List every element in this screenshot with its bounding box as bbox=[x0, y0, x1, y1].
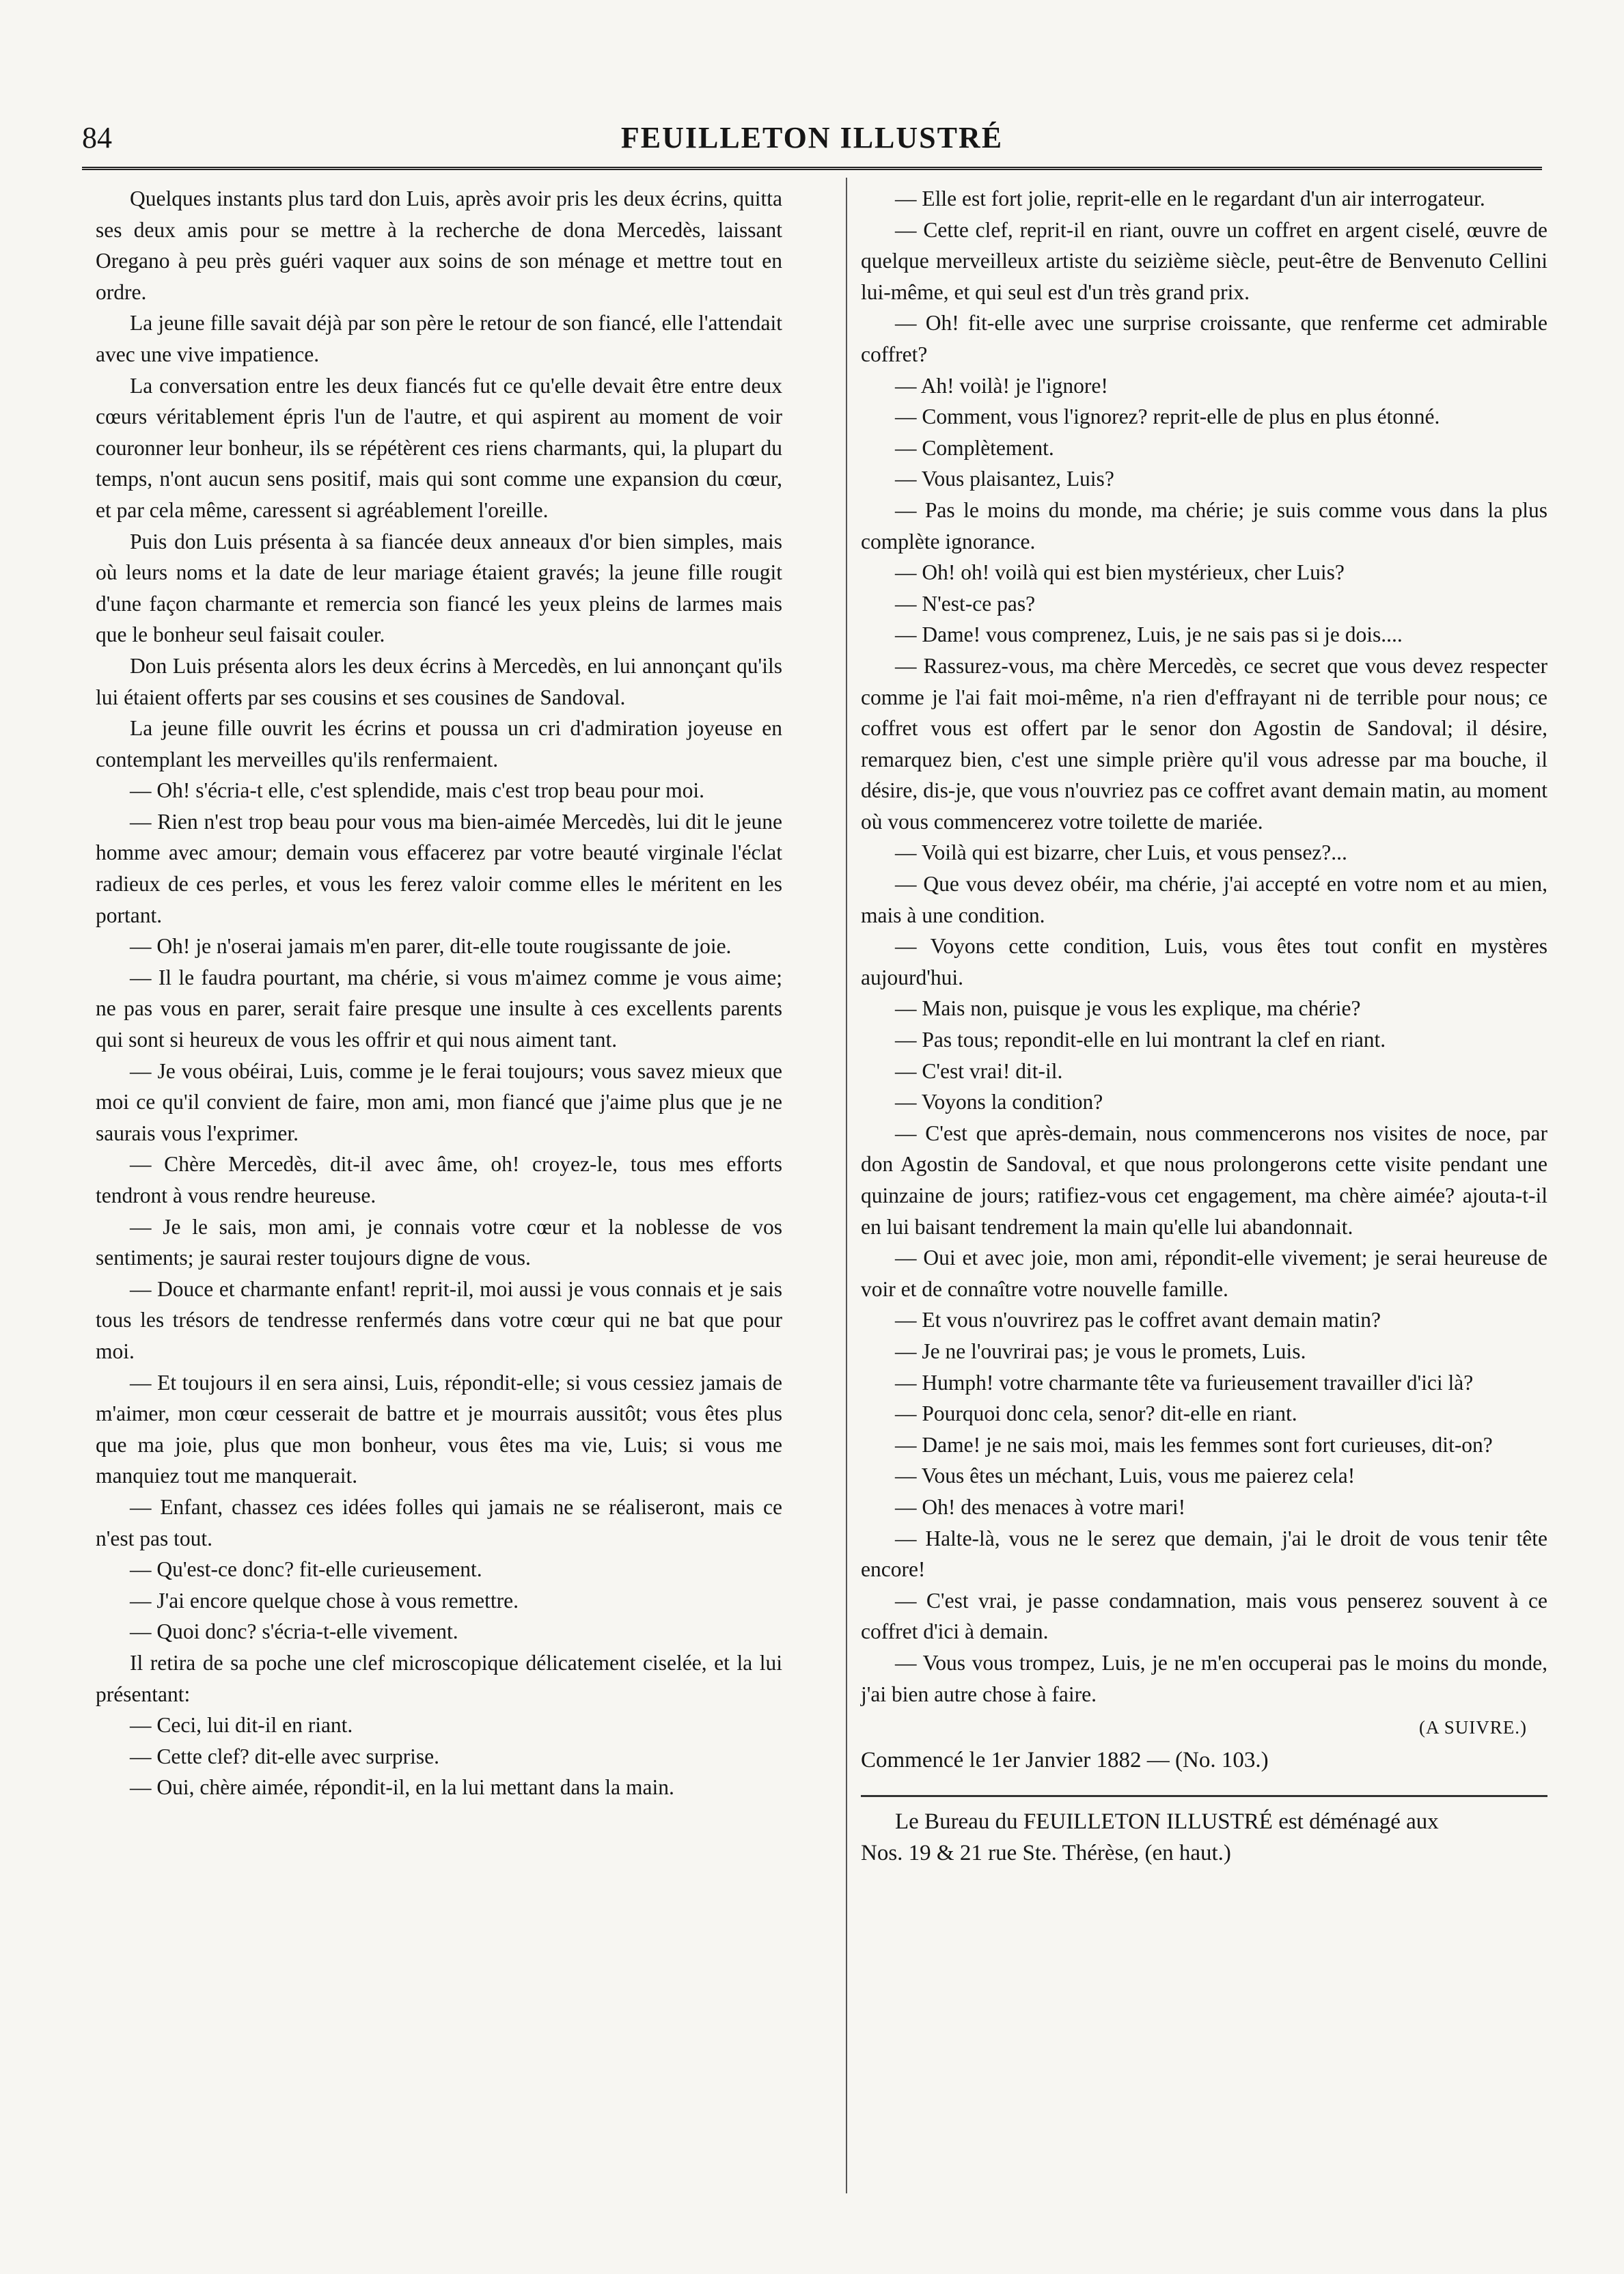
a-suivre: (A SUIVRE.) bbox=[1419, 1717, 1527, 1738]
paragraph: Il retira de sa poche une clef microscopique délicatement ciselée, et la lui présentant: bbox=[96, 1650, 782, 1706]
paragraph: — Complètement. bbox=[895, 435, 1054, 460]
paragraph: — Oui et avec joie, mon ami, répondit-elle vivement; je serai heureuse de voir et de connaître votre nouvelle famille. bbox=[861, 1246, 1547, 1301]
paragraph: — Voyons cette condition, Luis, vous êtes tout confit en mystères aujourd'hui. bbox=[861, 934, 1547, 989]
paragraph: — Pourquoi donc cela, senor? dit-elle en riant. bbox=[895, 1401, 1297, 1426]
paragraph: — Pas tous; repondit-elle en lui montrant la clef en riant. bbox=[895, 1028, 1386, 1052]
paragraph: — Ceci, lui dit-il en riant. bbox=[130, 1713, 353, 1738]
paragraph: — Dame! vous comprenez, Luis, je ne sais pas si je dois.... bbox=[895, 622, 1403, 647]
paragraph: — Halte-là, vous ne le serez que demain, j'ai le droit de vous tenir tête encore! bbox=[861, 1526, 1547, 1582]
paragraph: — Je le sais, mon ami, je connais votre cœur et la noblesse de vos sentiments; je saurai rester toujours digne de vous. bbox=[96, 1214, 782, 1270]
paragraph: — Oh! oh! voilà qui est bien mystérieux, cher Luis? bbox=[895, 560, 1345, 585]
paragraph: Puis don Luis présenta à sa fiancée deux anneaux d'or bien simples, mais où leurs noms et la date de leur mariage étaient gravés; la jeune fille rougit d'une façon charmante et remercia son fiancé les yeux pleins de larmes mais que le bonheur seul faisait couler. bbox=[96, 529, 782, 647]
paragraph: La jeune fille savait déjà par son père le retour de son fiancé, elle l'attendait avec une vive impatience. bbox=[96, 311, 782, 366]
paragraph: — Elle est fort jolie, reprit-elle en le regardant d'un air interrogateur. bbox=[895, 187, 1485, 210]
paragraph: — Oh! des menaces à votre mari! bbox=[895, 1494, 1186, 1519]
paragraph: — Douce et charmante enfant! reprit-il, moi aussi je vous connais et je sais tous les trésors de tendresse renfermés dans votre cœur qui ne bat que pour moi. bbox=[96, 1276, 782, 1363]
page-number: 84 bbox=[82, 121, 112, 154]
paragraph: — Il le faudra pourtant, ma chérie, si vous m'aimez comme je vous aime; ne pas vous en parer, serait faire presque une insulte à ces excellents parents qui sont si heureux de vous les offrir et qui nous aiment tant. bbox=[96, 965, 782, 1052]
paragraph: — Enfant, chassez ces idées folles qui jamais ne se réaliseront, mais ce n'est pas tout. bbox=[96, 1494, 782, 1550]
paragraph: — Rassurez-vous, ma chère Mercedès, ce secret que vous devez respecter comme je l'ai fait moi-même, n'a rien d'effrayant ni de terrible pour nous; ce coffret vous est offert par le senor don Agostin de Sandoval; il désire, remarquez bien, c'est une simple prière qu'il vous adresse par ma bouche, il désire, dis-je, que vous n'ouvriez pas ce coffret avant demain matin, au moment où vous commencerez votre toilette de mariée. bbox=[861, 653, 1547, 834]
paragraph: La conversation entre les deux fiancés fut ce qu'elle devait être entre deux cœurs véritablement épris l'un de l'autre, et qui aspirent au moment de voir couronner leur bonheur, ils se répétèrent ces riens charmants, qui, la plupart du temps, n'ont aucun sens positif, mais qui sont comme une expansion du cœur, et par cela même, caressent si agréablement l'oreille. bbox=[96, 373, 782, 522]
paragraph: — Pas le moins du monde, ma chérie; je suis comme vous dans la plus complète ignorance. bbox=[861, 497, 1547, 553]
paragraph: — Je ne l'ouvrirai pas; je vous le promets, Luis. bbox=[895, 1339, 1306, 1363]
right-column bbox=[861, 183, 1547, 1869]
paragraph: — Voyons la condition? bbox=[895, 1090, 1103, 1114]
paragraph: — Et toujours il en sera ainsi, Luis, répondit-elle; si vous cessiez jamais de m'aimer, mon cœur cesserait de battre et je mourrais aussitôt; vous êtes plus que ma joie, plus que mon bonheur, vous êtes ma vie, Luis; si vous me manquiez tout me manquerait. bbox=[96, 1370, 782, 1488]
column-divider bbox=[846, 178, 847, 2193]
paragraph: — Vous êtes un méchant, Luis, vous me paierez cela! bbox=[895, 1464, 1355, 1488]
paragraph: — Oh! fit-elle avec une surprise croissante, que renferme cet admirable coffret? bbox=[861, 311, 1547, 366]
paragraph: — Oh! s'écria-t elle, c'est splendide, mais c'est trop beau pour moi. bbox=[130, 778, 705, 803]
commence-note: Commencé le 1er Janvier 1882 — (No. 103.) bbox=[861, 1747, 1269, 1772]
bureau-notice-line-2: Nos. 19 & 21 rue Ste. Thérèse, (en haut.) bbox=[861, 1840, 1231, 1865]
paragraph: — Rien n'est trop beau pour vous ma bien-aimée Mercedès, lui dit le jeune homme avec amour; demain vous effacerez par votre beauté virginale l'éclat radieux de ces perles, et vous les ferez valoir comme elles le méritent en les portant. bbox=[96, 809, 782, 927]
paragraph: — Chère Mercedès, dit-il avec âme, oh! croyez-le, tous mes efforts tendront à vous rendre heureuse. bbox=[96, 1152, 782, 1207]
page-header bbox=[82, 120, 1542, 161]
header-rule bbox=[82, 167, 1542, 170]
paragraph: — Qu'est-ce donc? fit-elle curieusement. bbox=[130, 1557, 482, 1582]
paragraph: — Vous plaisantez, Luis? bbox=[895, 467, 1114, 491]
paragraph: — Cette clef? dit-elle avec surprise. bbox=[130, 1744, 440, 1768]
bureau-notice-line-1: Le Bureau du FEUILLETON ILLUSTRÉ est déménagé aux bbox=[895, 1809, 1439, 1835]
paragraph: — Dame! je ne sais moi, mais les femmes sont fort curieuses, dit-on? bbox=[895, 1432, 1493, 1457]
paragraph: — Que vous devez obéir, ma chérie, j'ai accepté en votre nom et au mien, mais à une condition. bbox=[861, 872, 1547, 927]
paragraph: — Ah! voilà! je l'ignore! bbox=[895, 373, 1108, 398]
notice-rule bbox=[861, 1795, 1547, 1797]
journal-title: FEUILLETON ILLUSTRÉ bbox=[620, 121, 1004, 154]
bureau-notice bbox=[861, 1807, 1547, 1869]
paragraph: — C'est vrai! dit-il. bbox=[895, 1058, 1063, 1083]
paragraph: — C'est que après-demain, nous commencerons nos visites de noce, par don Agostin de Sandoval, et que nous prolongerons cette visite pendant une quinzaine de jours; ratifiez-vous cet engagement, ma chère aimée? ajouta-t-il en lui baisant tendrement la main qu'elle lui abandonnait. bbox=[861, 1121, 1547, 1239]
paragraph: — Et vous n'ouvrirez pas le coffret avant demain matin? bbox=[895, 1308, 1381, 1332]
paragraph: — Mais non, puisque je vous les explique, ma chérie? bbox=[895, 996, 1361, 1021]
left-column bbox=[96, 183, 782, 1803]
paragraph: Quelques instants plus tard don Luis, après avoir pris les deux écrins, quitta ses deux amis pour se mettre à la recherche de dona Mercedès, laissant Oregano à peu près guéri vaquer aux soins de son ménage et mettre tout en ordre. bbox=[96, 187, 782, 304]
paragraph: — Oui, chère aimée, répondit-il, en la lui mettant dans la main. bbox=[130, 1775, 674, 1800]
paragraph: — Vous vous trompez, Luis, je ne m'en occuperai pas le moins du monde, j'ai bien autre chose à faire. bbox=[861, 1650, 1547, 1706]
paragraph: — J'ai encore quelque chose à vous remettre. bbox=[130, 1588, 519, 1613]
paragraph: Don Luis présenta alors les deux écrins à Mercedès, en lui annonçant qu'ils lui étaient offerts par ses cousins et ses cousines de Sandoval. bbox=[96, 653, 782, 709]
paragraph: — Cette clef, reprit-il en riant, ouvre un coffret en argent ciselé, œuvre de quelque merveilleux artiste du seizième siècle, peut-être de Benvenuto Cellini lui-même, et qui seul est d'un très grand prix. bbox=[861, 217, 1547, 304]
paragraph: — C'est vrai, je passe condamnation, mais vous penserez souvent à ce coffret d'ici à demain. bbox=[861, 1588, 1547, 1644]
paragraph: — Humph! votre charmante tête va furieusement travailler d'ici là? bbox=[895, 1370, 1474, 1395]
paragraph: La jeune fille ouvrit les écrins et poussa un cri d'admiration joyeuse en contemplant les merveilles qu'ils renfermaient. bbox=[96, 716, 782, 771]
paragraph: — Comment, vous l'ignorez? reprit-elle de plus en plus étonné. bbox=[895, 405, 1440, 429]
paragraph: — Je vous obéirai, Luis, comme je le ferai toujours; vous savez mieux que moi ce qu'il convient de faire, mon ami, mon fiancé que j'aime plus que je ne saurais vous l'exprimer. bbox=[96, 1058, 782, 1145]
paragraph: — N'est-ce pas? bbox=[895, 591, 1036, 616]
paragraph: — Oh! je n'oserai jamais m'en parer, dit-elle toute rougissante de joie. bbox=[130, 934, 732, 959]
paragraph: — Voilà qui est bizarre, cher Luis, et vous pensez?... bbox=[895, 840, 1347, 865]
right-column-paragraphs bbox=[861, 183, 1547, 1710]
paragraph: — Quoi donc? s'écria-t-elle vivement. bbox=[130, 1619, 458, 1644]
